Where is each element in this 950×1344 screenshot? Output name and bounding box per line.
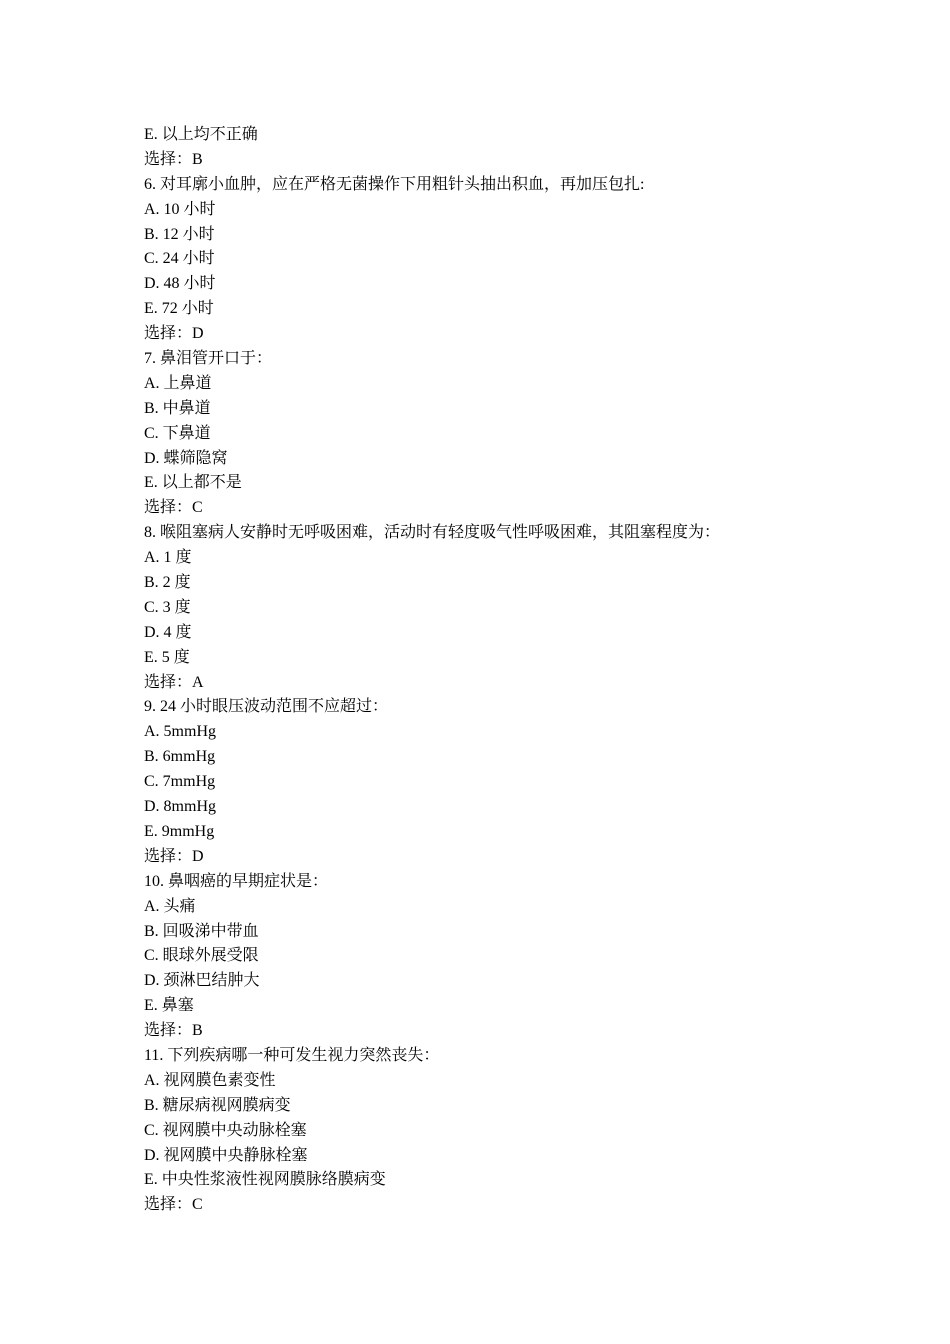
answer-q6: 选择：D bbox=[144, 325, 204, 343]
option-a-q7: A. 上鼻道 bbox=[144, 374, 212, 392]
answer-q11: 选择：C bbox=[144, 1196, 203, 1214]
option-a-q9: A. 5mmHg bbox=[144, 723, 216, 741]
option-d-q7: D. 蝶筛隐窝 bbox=[144, 449, 228, 467]
option-c-q9: C. 7mmHg bbox=[144, 773, 216, 791]
question-11: 11. 下列疾病哪一种可发生视力突然丧失： bbox=[144, 1046, 440, 1064]
option-d-q9: D. 8mmHg bbox=[144, 798, 216, 816]
option-b-q9: B. 6mmHg bbox=[144, 748, 216, 766]
option-e-q6: E. 72 小时 bbox=[144, 300, 214, 318]
question-7: 7. 鼻泪管开口于： bbox=[144, 350, 273, 368]
option-e-q9: E. 9mmHg bbox=[144, 822, 215, 840]
option-d-q10: D. 颈淋巴结肿大 bbox=[144, 972, 260, 990]
option-b-q7: B. 中鼻道 bbox=[144, 399, 211, 417]
question-8: 8. 喉阻塞病人安静时无呼吸困难，活动时有轻度吸气性呼吸困难，其阻塞程度为： bbox=[144, 524, 721, 542]
option-a-q8: A. 1 度 bbox=[144, 549, 192, 567]
option-e-q8: E. 5 度 bbox=[144, 648, 190, 666]
option-e-q7: E. 以上都不是 bbox=[144, 474, 242, 492]
answer-q9: 选择：D bbox=[144, 847, 204, 865]
option-b-q11: B. 糖尿病视网膜病变 bbox=[144, 1096, 291, 1114]
answer-q10: 选择：B bbox=[144, 1022, 203, 1040]
option-a-q6: A. 10 小时 bbox=[144, 200, 216, 218]
option-c-q11: C. 视网膜中央动脉栓塞 bbox=[144, 1121, 307, 1139]
option-a-q10: A. 头痛 bbox=[144, 897, 196, 915]
question-9: 9. 24 小时眼压波动范围不应超过： bbox=[144, 698, 389, 716]
question-6: 6. 对耳廓小血肿，应在严格无菌操作下用粗针头抽出积血，再加压包扎: bbox=[144, 175, 645, 193]
option-c-q10: C. 眼球外展受限 bbox=[144, 947, 259, 965]
question-10: 10. 鼻咽癌的早期症状是： bbox=[144, 872, 329, 890]
option-d-q11: D. 视网膜中央静脉栓塞 bbox=[144, 1146, 308, 1164]
option-d-q8: D. 4 度 bbox=[144, 623, 192, 641]
option-b-q8: B. 2 度 bbox=[144, 574, 191, 592]
document-page bbox=[144, 123, 824, 1218]
option-e-q11: E. 中央性浆液性视网膜脉络膜病变 bbox=[144, 1171, 386, 1189]
option-a-q11: A. 视网膜色素变性 bbox=[144, 1071, 276, 1089]
option-d-q6: D. 48 小时 bbox=[144, 275, 216, 293]
option-e-q5: E. 以上均不正确 bbox=[144, 126, 258, 143]
option-b-q10: B. 回吸涕中带血 bbox=[144, 922, 259, 940]
option-c-q7: C. 下鼻道 bbox=[144, 424, 211, 442]
option-c-q6: C. 24 小时 bbox=[144, 250, 215, 268]
option-e-q10: E. 鼻塞 bbox=[144, 997, 194, 1015]
answer-q7: 选择：C bbox=[144, 499, 203, 517]
option-b-q6: B. 12 小时 bbox=[144, 225, 215, 243]
option-c-q8: C. 3 度 bbox=[144, 598, 191, 616]
answer-q5: 选择：B bbox=[144, 150, 203, 168]
answer-q8: 选择：A bbox=[144, 673, 204, 691]
